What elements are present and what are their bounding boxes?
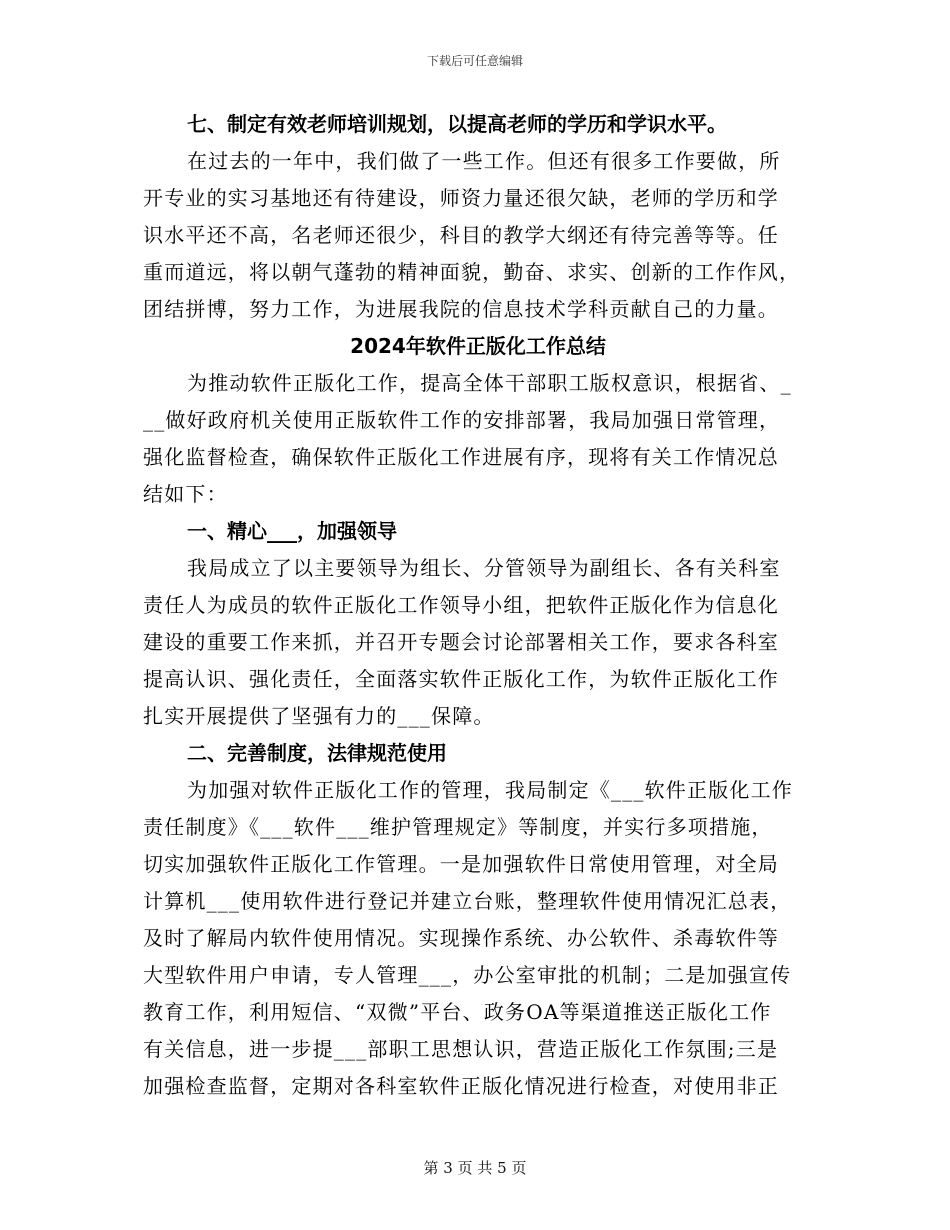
paragraph-line: 在过去的一年中，我们做了一些工作。但还有很多工作要做，所 — [187, 149, 781, 173]
paragraph-line: 强化监督检查，确保软件正版化工作进展有序，现将有关工作情况总 — [143, 445, 779, 469]
section-2-paragraph — [143, 772, 813, 1105]
section-1-paragraph — [143, 550, 813, 735]
paragraph-line: 责任制度》《___软件___维护管理规定》等制度，并实行多项措施， — [143, 815, 773, 839]
page-footer: 第 3 页 共 5 页 — [423, 1159, 527, 1177]
section-heading-7: 七、制定有效老师培训规划，以提高老师的学历和学识水平。 — [187, 112, 727, 136]
document-title: 2024年软件正版化工作总结 — [350, 334, 606, 358]
paragraph-line: __做好政府机关使用正版软件工作的安排部署，我局加强日常管理， — [143, 408, 781, 432]
section-7-paragraph — [143, 143, 813, 328]
paragraph-line: 加强检查监督，定期对各科室软件正版化情况进行检查，对使用非正 — [143, 1074, 779, 1098]
paragraph-line: 识水平还不高，名老师还很少，科目的教学大纲还有待完善等等。任 — [143, 223, 779, 247]
paragraph-line: 结如下： — [143, 482, 228, 506]
paragraph-line: 提高认识、强化责任，全面落实软件正版化工作，为软件正版化工作 — [143, 667, 779, 691]
paragraph-line: 扎实开展提供了坚强有力的___保障。 — [143, 704, 495, 728]
intro-paragraph — [143, 365, 813, 513]
paragraph-line: 重而道远，将以朝气蓬勃的精神面貌，勤奋、求实、创新的工作作风， — [143, 260, 801, 284]
document-body — [143, 106, 813, 1105]
paragraph-line: 切实加强软件正版化工作管理。一是加强软件日常使用管理，对全局 — [143, 852, 779, 876]
paragraph-line: 及时了解局内软件使用情况。实现操作系统、办公软件、杀毒软件等 — [143, 926, 779, 950]
paragraph-line: 建设的重要工作来抓，并召开专题会讨论部署相关工作，要求各科室 — [143, 630, 779, 654]
section-heading-2: 二、完善制度，法律规范使用 — [187, 741, 447, 765]
paragraph-line: 大型软件用户申请，专人管理___，办公室审批的机制；二是加强宣传 — [143, 963, 792, 987]
paragraph-line: 责任人为成员的软件正版化工作领导小组，把软件正版化作为信息化 — [143, 593, 779, 617]
paragraph-line: 计算机___使用软件进行登记并建立台账，整理软件使用情况汇总表， — [143, 889, 792, 913]
paragraph-line: 团结拼博，努力工作，为进展我院的信息技术学科贡献自己的力量。 — [143, 297, 779, 321]
paragraph-line: 为加强对软件正版化工作的管理，我局制定《___软件正版化工作 — [187, 778, 793, 802]
paragraph-line: 为推动软件正版化工作，提高全体干部职工版权意识，根据省、_ — [187, 371, 792, 395]
page-header: 下载后可任意编辑 — [426, 54, 523, 68]
paragraph-line: 教育工作，利用短信、“双微”平台、政务OA等渠道推送正版化工作 — [143, 1000, 772, 1024]
section-heading-1: 一、精心___，加强领导 — [187, 519, 397, 543]
paragraph-line: 有关信息，进一步提___部职工思想认识，营造正版化工作氛围;三是 — [143, 1037, 779, 1061]
paragraph-line: 我局成立了以主要领导为组长、分管领导为副组长、各有关科室 — [187, 556, 781, 580]
paragraph-line: 开专业的实习基地还有待建设，师资力量还很欠缺，老师的学历和学 — [143, 186, 779, 210]
